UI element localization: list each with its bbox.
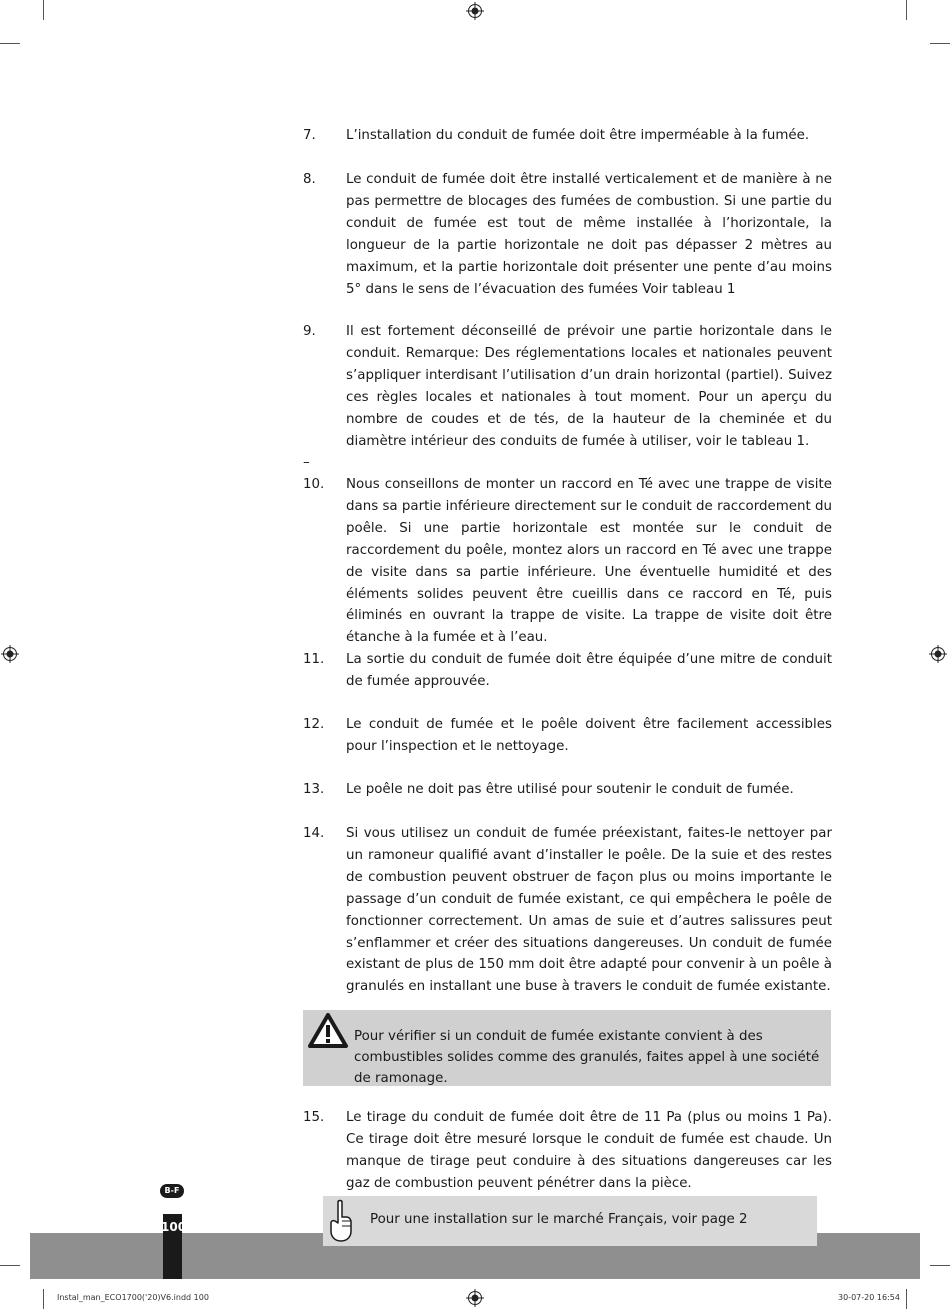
item-text: Le tirage du conduit de fumée doit être de 11 Pa (plus ou moins 1 Pa). Ce tirage doit être mesuré lorsque le conduit de fumée est chaude. Un manque de tirage peut conduire à des situations dangereuses car les gaz de combustion peuvent pénétrer dans la pièce. <box>346 1110 832 1191</box>
item-text: La sortie du conduit de fumée doit être équipée d’une mitre de conduit de fumée approuvée. <box>346 652 832 689</box>
item-text: Nous conseillons de monter un raccord en Té avec une trappe de visite dans sa partie inférieure directement sur le conduit de raccordement du poêle. Si une partie horizontale est montée sur le conduit de raccordement du poêle, montez alors un raccord en Té avec une trappe de visite dans sa partie inférieure. Une éventuelle humidité et des éléments solides peuvent être cueillis dans ce raccord en Té, puis éliminés en ouvrant la trappe de visite. La trappe de visite doit être étanche à la fumée et à l’eau. <box>346 477 832 646</box>
item-number: 12. <box>303 717 325 732</box>
warning-box <box>303 1010 831 1086</box>
item-number: 13. <box>303 782 325 797</box>
item-number: 14. <box>303 826 325 841</box>
item-text: Le conduit de fumée doit être installé verticalement et de manière à ne pas permettre de blocages des fumées de combustion. Si une partie du conduit de fumée est tout de même installée à l’horizontale, la longueur de la partie horizontale ne doit pas dépasser 2 mètres au maximum, et la partie horizontale doit présenter une pente d’au moins 5° dans le sens de l’évacuation des fumées Voir tableau 1 <box>346 172 832 297</box>
crop-mark <box>930 43 950 44</box>
item-number: 11. <box>303 652 325 667</box>
item-text: Le conduit de fumée et le poêle doivent être facilement accessibles pour l’inspection et le nettoyage. <box>346 717 832 754</box>
crop-mark <box>906 1289 907 1309</box>
item-number: 7. <box>303 128 316 143</box>
crop-mark <box>930 1265 950 1266</box>
registration-mark-icon <box>929 645 947 663</box>
note-box <box>323 1196 817 1246</box>
language-badge: B-F <box>160 1184 184 1198</box>
item-text: Si vous utilisez un conduit de fumée préexistant, faites-le nettoyer par un ramoneur qualifié avant d’installer le poêle. De la suie et des restes de combustion peuvent obstruer de façon plus ou moins importante le passage d’un conduit de fumée existant, ce qui empêchera le poêle de fonctionner correctement. Un amas de suie et d’autres salissures peut s’enflammer et créer des situations dangereuses. Un conduit de fumée existant de plus de 150 mm doit être adapté pour convenir à un poêle à granulés en installant une buse à travers le conduit de fumée existante. <box>346 826 832 995</box>
file-slug: Instal_man_ECO1700('20)V6.indd 100 <box>57 1293 209 1302</box>
item-text: Il est fortement déconseillé de prévoir une partie horizontale dans le conduit. Remarque: Des réglementations locales et nationales peuvent s’appliquer interdisant l’utilisation d’un drain horizontal (partiel). Suivez ces règles locales et nationales à tout moment. Pour un aperçu du nombre de coudes et de tés, de la hauteur de la cheminée et du diamètre intérieur des conduits de fumée à utiliser, voir le tableau 1. <box>346 324 832 449</box>
crop-mark <box>43 1289 44 1309</box>
item-text: Le poêle ne doit pas être utilisé pour soutenir le conduit de fumée. <box>346 782 794 797</box>
page-number: 100 <box>161 1220 187 1234</box>
crop-mark <box>43 0 44 20</box>
registration-mark-icon <box>466 1289 484 1307</box>
item-number: 15. <box>303 1110 325 1125</box>
item-text: L’installation du conduit de fumée doit être imperméable à la fumée. <box>346 128 810 143</box>
item-number: 9. <box>303 324 316 339</box>
registration-mark-icon <box>466 2 484 20</box>
stray-dash: – <box>303 455 310 470</box>
note-text: Pour une installation sur le marché Français, voir page 2 <box>370 1212 748 1227</box>
registration-mark-icon <box>1 645 19 663</box>
crop-mark <box>0 43 20 44</box>
crop-mark <box>0 1265 20 1266</box>
item-number: 8. <box>303 172 316 187</box>
warning-triangle-icon <box>307 1012 349 1050</box>
item-number: 10. <box>303 477 325 492</box>
crop-mark <box>906 0 907 20</box>
warning-text: Pour vérifier si un conduit de fumée existante convient à des combustibles solides comme des granulés, faites appel à une société de ramonage. <box>354 1029 820 1086</box>
pointing-finger-icon <box>327 1199 355 1243</box>
date-slug: 30-07-20 16:54 <box>838 1293 900 1302</box>
